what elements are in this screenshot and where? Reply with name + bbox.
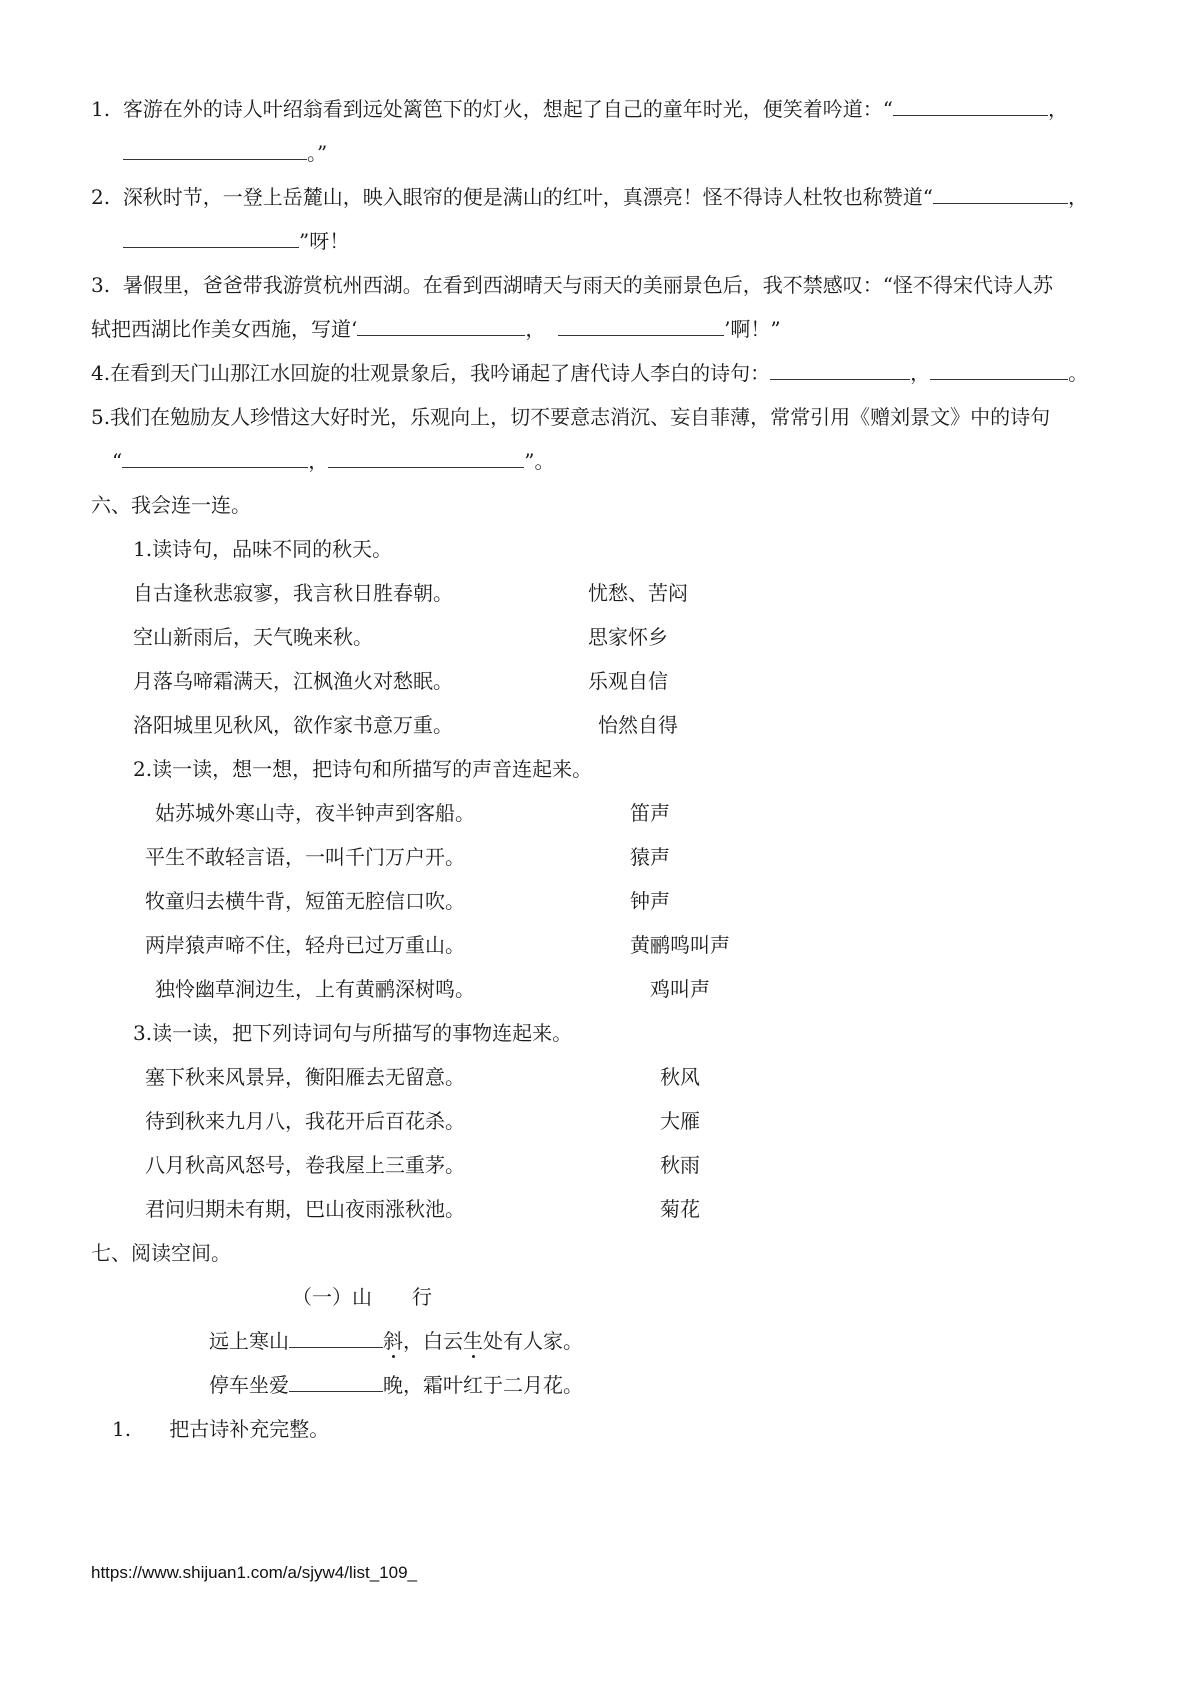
part2-option-4[interactable]: 黄鹂鸣叫声 <box>630 933 730 957</box>
footer-url[interactable]: https://www.shijuan1.com/a/sjyw4/list_109_ <box>91 1563 417 1582</box>
answer-blank[interactable] <box>122 449 308 468</box>
q1-end: 。” <box>307 141 328 165</box>
question-5-line2 <box>112 448 554 474</box>
part1-poem-3[interactable]: 月落乌啼霜满天，江枫渔火对愁眠。 <box>133 669 453 693</box>
part3-option-2[interactable]: 大雁 <box>660 1109 700 1133</box>
q3-punct: ， <box>525 317 546 341</box>
poem-line-2-end: 晚，霜叶红于二月花。 <box>383 1373 583 1397</box>
q4-end: 。 <box>1068 361 1089 385</box>
q3-end: ’啊！” <box>724 317 781 341</box>
part-2-title: 2.读一读，想一想，把诗句和所描写的声音连起来。 <box>133 757 593 781</box>
answer-blank[interactable] <box>930 361 1068 380</box>
part3-poem-3[interactable]: 八月秋高风怒号，卷我屋上三重茅。 <box>145 1153 465 1177</box>
poem-line-1-start: 远上寒山 <box>209 1329 289 1353</box>
part2-option-2[interactable]: 猿声 <box>630 845 670 869</box>
part2-option-3[interactable]: 钟声 <box>630 889 670 913</box>
question-5 <box>91 404 1050 430</box>
poem-blank-2[interactable] <box>289 1373 383 1392</box>
part2-option-1[interactable]: 笛声 <box>630 801 670 825</box>
poem-line-2-start: 停车坐爱 <box>209 1373 289 1397</box>
part2-poem-3[interactable]: 牧童归去横牛背，短笛无腔信口吹。 <box>145 889 465 913</box>
poem-line-2 <box>209 1372 583 1398</box>
question-2-line2 <box>123 228 349 254</box>
reading-question-1 <box>112 1416 329 1442</box>
q3-text: 暑假里，爸爸带我游赏杭州西湖。在看到西湖晴天与雨天的美丽景色后，我不禁感叹：“怪不得宋代诗人苏 <box>122 273 1054 297</box>
part-3-title: 3.读一读，把下列诗词句与所描写的事物连起来。 <box>133 1021 573 1045</box>
answer-blank[interactable] <box>123 229 299 248</box>
part2-poem-1[interactable]: 姑苏城外寒山寺，夜半钟声到客船。 <box>155 801 475 825</box>
q4-text: 4.在看到天门山那江水回旋的壮观景象后，我吟诵起了唐代诗人李白的诗句： <box>91 361 771 385</box>
answer-blank[interactable] <box>893 97 1048 116</box>
poem-line-1 <box>209 1328 583 1354</box>
question-1 <box>91 96 1068 122</box>
q1-number: 1. <box>91 97 111 121</box>
part1-poem-4[interactable]: 洛阳城里见秋风，欲作家书意万重。 <box>133 713 453 737</box>
part2-poem-4[interactable]: 两岸猿声啼不住，轻舟已过万重山。 <box>145 933 465 957</box>
part2-poem-5[interactable]: 独怜幽草涧边生，上有黄鹂深树鸣。 <box>155 977 475 1001</box>
q2-text: 深秋时节，一登上岳麓山，映入眼帘的便是满山的红叶，真漂亮！怪不得诗人杜牧也称赞道“ <box>122 185 934 209</box>
q2-punct: ， <box>1068 185 1089 209</box>
answer-blank[interactable] <box>770 361 910 380</box>
q4-punct: ， <box>910 361 931 385</box>
q5-end: ”。 <box>524 449 555 473</box>
part1-poem-1[interactable]: 自古逢秋悲寂寥，我言秋日胜春朝。 <box>133 581 453 605</box>
answer-blank[interactable] <box>357 317 525 336</box>
q5-open: “ <box>112 449 123 473</box>
poem-blank-1[interactable] <box>289 1329 383 1348</box>
part1-poem-2[interactable]: 空山新雨后，天气晚来秋。 <box>133 625 373 649</box>
part2-poem-2[interactable]: 平生不敢轻言语，一叫千门万户开。 <box>145 845 465 869</box>
dotted-char-xie: 斜 <box>383 1329 403 1353</box>
question-2 <box>91 184 1088 210</box>
question-3 <box>91 272 1053 298</box>
question-3-line2 <box>91 316 781 342</box>
question-1-line2 <box>123 140 327 166</box>
dotted-char-sheng: 生 <box>463 1329 483 1353</box>
question-4 <box>91 360 1088 386</box>
part1-option-2[interactable]: 思家怀乡 <box>588 625 668 649</box>
q2-end: ”呀！ <box>299 229 350 253</box>
q5-punct: ， <box>308 449 329 473</box>
section-6-heading: 六、我会连一连。 <box>91 493 251 517</box>
q3-text-2: 轼把西湖比作美女西施，写道‘ <box>91 317 358 341</box>
part1-option-1[interactable]: 忧愁、苦闷 <box>588 581 688 605</box>
answer-blank[interactable] <box>558 317 724 336</box>
reading-q1-number: 1. <box>112 1417 132 1441</box>
poem-line-1-end: 处有人家。 <box>483 1329 583 1353</box>
reading-q1-text: 把古诗补充完整。 <box>169 1417 330 1441</box>
part3-poem-2[interactable]: 待到秋来九月八，我花开后百花杀。 <box>145 1109 465 1133</box>
answer-blank[interactable] <box>123 141 307 160</box>
q3-number: 3. <box>91 273 111 297</box>
part-1-title: 1.读诗句，品味不同的秋天。 <box>133 537 393 561</box>
part3-poem-1[interactable]: 塞下秋来风景异，衡阳雁去无留意。 <box>145 1065 465 1089</box>
answer-blank[interactable] <box>328 449 524 468</box>
q1-text: 客游在外的诗人叶绍翁看到远处篱笆下的灯火，想起了自己的童年时光，便笑着吟道：“ <box>122 97 894 121</box>
answer-blank[interactable] <box>933 185 1068 204</box>
poem-title: （一）山 行 <box>292 1285 432 1309</box>
section-7-heading: 七、阅读空间。 <box>91 1241 231 1265</box>
part3-option-1[interactable]: 秋风 <box>660 1065 700 1089</box>
q1-punct: ， <box>1048 97 1069 121</box>
part3-option-4[interactable]: 菊花 <box>660 1197 700 1221</box>
part2-option-5[interactable]: 鸡叫声 <box>650 977 710 1001</box>
part3-option-3[interactable]: 秋雨 <box>660 1153 700 1177</box>
part1-option-4[interactable]: 怡然自得 <box>598 713 678 737</box>
poem-line-1-mid: ，白云 <box>403 1329 463 1353</box>
part1-option-3[interactable]: 乐观自信 <box>588 669 668 693</box>
part3-poem-4[interactable]: 君问归期未有期，巴山夜雨涨秋池。 <box>145 1197 465 1221</box>
q2-number: 2. <box>91 185 111 209</box>
q5-text: 5.我们在勉励友人珍惜这大好时光，乐观向上，切不要意志消沉、妄自菲薄，常常引用《赠刘景文》中的诗句 <box>91 405 1051 429</box>
